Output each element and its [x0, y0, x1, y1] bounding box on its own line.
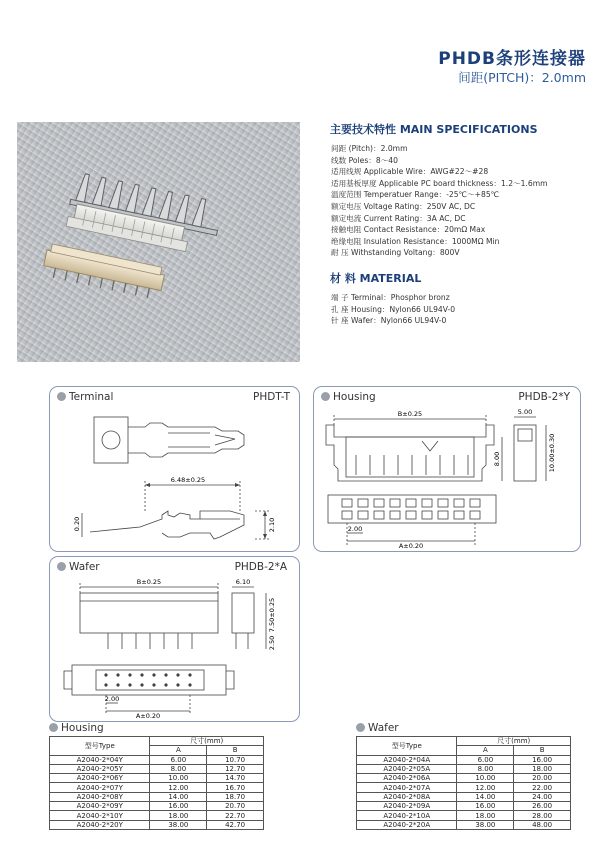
table-row: A2040-2*10A 18.00 28.00: [357, 811, 571, 820]
col-b-header: B: [207, 746, 264, 755]
wafer-size-table: [356, 736, 571, 830]
wafer-height-dim: 7.50±0.25: [268, 597, 276, 633]
wafer-part-code: PHDB-2*A: [234, 561, 287, 573]
housing-drawing-panel: [313, 386, 581, 552]
housing-table-title: Housing: [49, 722, 104, 734]
spec-insulation-resistance: 绝缘电阻 Insulation Resistance：1000MΩ Min: [331, 236, 500, 246]
material-terminal: 端 子 Terminal：Phosphor bronz: [331, 293, 450, 302]
table-row: A2040-2*09Y 16.00 20.70: [50, 802, 264, 811]
table-row: A2040-2*20Y 38.00 42.70: [50, 820, 264, 829]
spec-pcb-thickness: 适用基板厚度 Applicable PC board thickness：1.2～1.6mm: [331, 178, 548, 188]
col-b-header: B: [514, 746, 571, 755]
bullet-icon: [356, 723, 365, 732]
wafer-b-dim: B±0.25: [136, 578, 162, 586]
material-list: [331, 292, 455, 327]
wafer-pitch-dim: 2.00: [104, 695, 120, 703]
housing-b-dim: B±0.25: [397, 410, 423, 418]
table-row: A2040-2*05A 8.00 18.00: [357, 764, 571, 773]
wafer-pin-dim: 2.50: [268, 635, 276, 651]
spec-temperature: 温度范围 Temperatuer Range：-25℃～+85℃: [331, 190, 500, 200]
spec-contact-resistance: 接触电阻 Contact Resistance：20mΩ Max: [331, 225, 486, 235]
table-row: A2040-2*04A 6.00 16.00: [357, 755, 571, 764]
terminal-part-code: PHDT-T: [252, 391, 290, 403]
housing-width-dim: 5.00: [517, 408, 533, 416]
col-type-header: 型号Type: [50, 737, 150, 756]
table-row: A2040-2*08A 14.00 24.00: [357, 792, 571, 801]
housing-side-dim: 10.00±0.30: [548, 433, 556, 473]
table-row: A2040-2*10Y 18.00 22.70: [50, 811, 264, 820]
terminal-length-dim: 6.48±0.25: [170, 476, 206, 484]
terminal-drawing-panel: [49, 386, 300, 552]
housing-size-table: [49, 736, 264, 830]
wafer-table-title: Wafer: [356, 722, 399, 734]
wafer-drawing: [50, 557, 299, 721]
spec-poles: 线数 Poles：8～40: [331, 155, 398, 165]
table-row: A2040-2*06Y 10.00 14.70: [50, 774, 264, 783]
spec-withstanding-voltage: 耐 压 Withstanding Voltang：800V: [331, 248, 460, 258]
pitch-subtitle: 间距(PITCH)：2.0mm: [458, 70, 586, 85]
col-a-header: A: [457, 746, 514, 755]
terminal-height-dim: 2.10: [268, 517, 276, 533]
housing-part-code: PHDB-2*Y: [518, 391, 570, 403]
housing-a-dim: A±0.20: [398, 542, 424, 550]
terminal-drawing: [50, 387, 299, 551]
material-housing: 孔 座 Housing：Nylon66 UL94V-0: [331, 304, 456, 314]
col-size-header: 尺寸(mm): [457, 737, 571, 746]
table-row: A2040-2*20A 38.00 48.00: [357, 820, 571, 829]
spec-current: 额定电流 Current Rating：3A AC, DC: [331, 213, 466, 223]
material-heading: 材 料 MATERIAL: [330, 272, 422, 285]
wafer-drawing-panel: [49, 556, 300, 722]
spec-voltage: 额定电压 Voltage Rating：250V AC, DC: [331, 201, 476, 211]
table-row: A2040-2*04Y 6.00 10.70: [50, 755, 264, 764]
page-title: PHDB条形连接器: [438, 49, 586, 69]
wafer-drawing-title: Wafer: [57, 561, 100, 573]
table-row: A2040-2*07A 12.00 22.00: [357, 783, 571, 792]
specifications-list: [331, 143, 548, 259]
col-a-header: A: [150, 746, 207, 755]
housing-pitch-dim: 2.00: [347, 525, 363, 533]
specifications-heading: 主要技术特性 MAIN SPECIFICATIONS: [330, 123, 538, 136]
material-wafer: 针 座 Wafer：Nylon66 UL94V-0: [331, 316, 447, 326]
housing-drawing: [314, 387, 580, 551]
housing-height-dim: 8.00: [493, 451, 501, 467]
terminal-thickness-dim: 0.20: [73, 516, 81, 532]
col-size-header: 尺寸(mm): [150, 737, 264, 746]
col-type-header: 型号Type: [357, 737, 457, 756]
table-row: A2040-2*09A 16.00 26.00: [357, 802, 571, 811]
terminal-drawing-title: Terminal: [57, 391, 113, 403]
table-row: A2040-2*05Y 8.00 12.70: [50, 764, 264, 773]
table-row: A2040-2*07Y 12.00 16.70: [50, 783, 264, 792]
product-photo: [17, 122, 300, 362]
table-row: A2040-2*06A 10.00 20.00: [357, 774, 571, 783]
spec-pitch: 间距 (Pitch)：2.0mm: [331, 144, 408, 153]
housing-drawing-title: Housing: [321, 391, 376, 403]
bullet-icon: [49, 723, 58, 732]
table-row: A2040-2*08Y 14.00 18.70: [50, 792, 264, 801]
wafer-a-dim: A±0.20: [135, 712, 161, 720]
spec-wire: 适用线规 Applicable Wire：AWG#22～#28: [331, 167, 489, 177]
wafer-width-dim: 6.10: [235, 578, 251, 586]
